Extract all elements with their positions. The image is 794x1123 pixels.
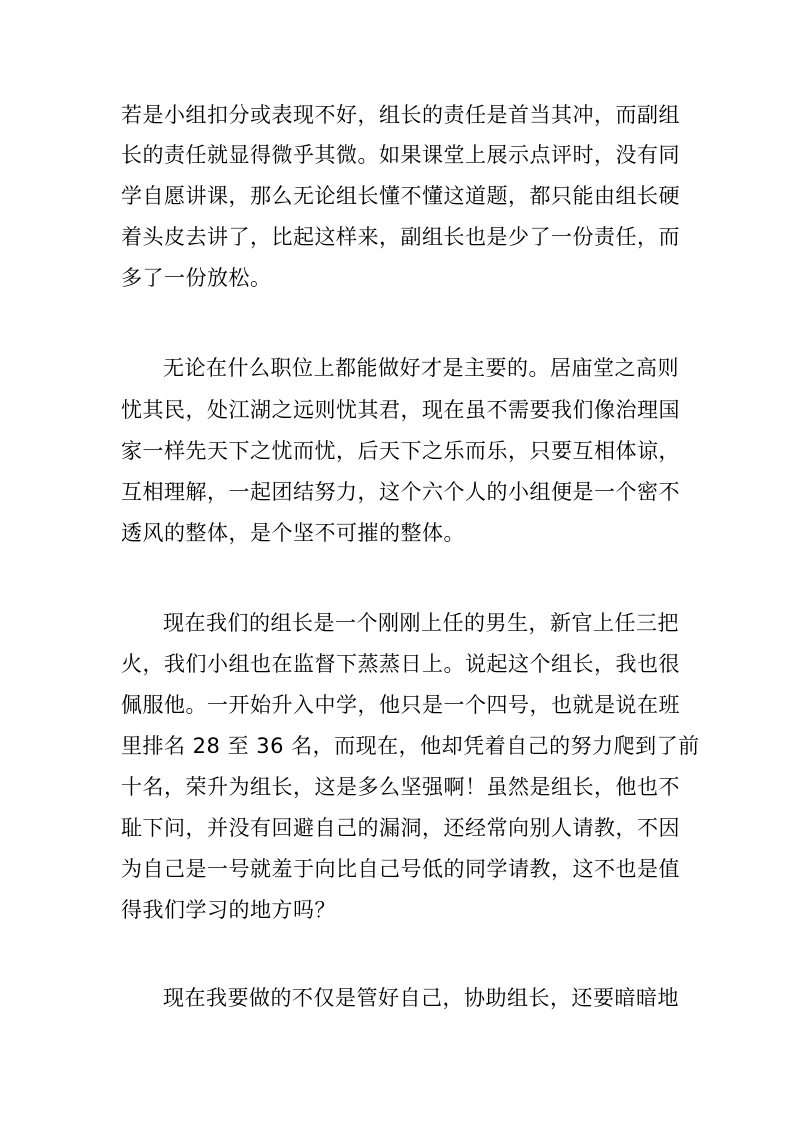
paragraph-3-line-8: 得我们学习的地方吗？ bbox=[121, 898, 336, 922]
paragraph-2-line-2: 忧其民，处江湖之远则忧其君，现在虽不需要我们像治理国 bbox=[121, 398, 680, 422]
paragraph-3-line-5: 十名，荣升为组长，这是多么坚强啊！虽然是组长，他也不 bbox=[121, 775, 680, 799]
paragraph-1-line-5: 多了一份放松。 bbox=[121, 266, 272, 290]
paragraph-2-line-3: 家一样先天下之忧而忧，后天下之乐而乐，只要互相体谅， bbox=[121, 439, 680, 463]
paragraph-3-line-6: 耻下问，并没有回避自己的漏洞，还经常向别人请教，不因 bbox=[121, 816, 680, 840]
paragraph-1-line-3: 学自愿讲课，那么无论组长懂不懂这道题，都只能由组长硬 bbox=[121, 184, 680, 208]
paragraph-2-line-5: 透风的整体，是个坚不可摧的整体。 bbox=[121, 521, 465, 545]
paragraph-3-line-2: 火，我们小组也在监督下蒸蒸日上。说起这个组长，我也很 bbox=[121, 652, 680, 676]
paragraph-1-line-1: 若是小组扣分或表现不好，组长的责任是首当其冲，而副组 bbox=[121, 103, 680, 127]
paragraph-3-line-1: 现在我们的组长是一个刚刚上任的男生，新官上任三把 bbox=[163, 611, 679, 635]
paragraph-3-line-7: 为自己是一号就羞于向比自己号低的同学请教，这不也是值 bbox=[121, 857, 680, 881]
paragraph-1-line-2: 长的责任就显得微乎其微。如果课堂上展示点评时，没有同 bbox=[121, 143, 680, 167]
paragraph-3-line-4: 里排名 28 至 36 名，而现在，他却凭着自己的努力爬到了前 bbox=[121, 734, 700, 758]
paragraph-2-line-4: 互相理解，一起团结努力，这个六个人的小组便是一个密不 bbox=[121, 480, 680, 504]
paragraph-4-line-1: 现在我要做的不仅是管好自己，协助组长，还要暗暗地 bbox=[163, 986, 679, 1010]
paragraph-3-line-3: 佩服他。一开始升入中学，他只是一个四号，也就是说在班 bbox=[121, 693, 680, 717]
paragraph-1-line-4: 着头皮去讲了，比起这样来，副组长也是少了一份责任，而 bbox=[121, 225, 680, 249]
paragraph-2-line-1: 无论在什么职位上都能做好才是主要的。居庙堂之高则 bbox=[163, 356, 679, 380]
